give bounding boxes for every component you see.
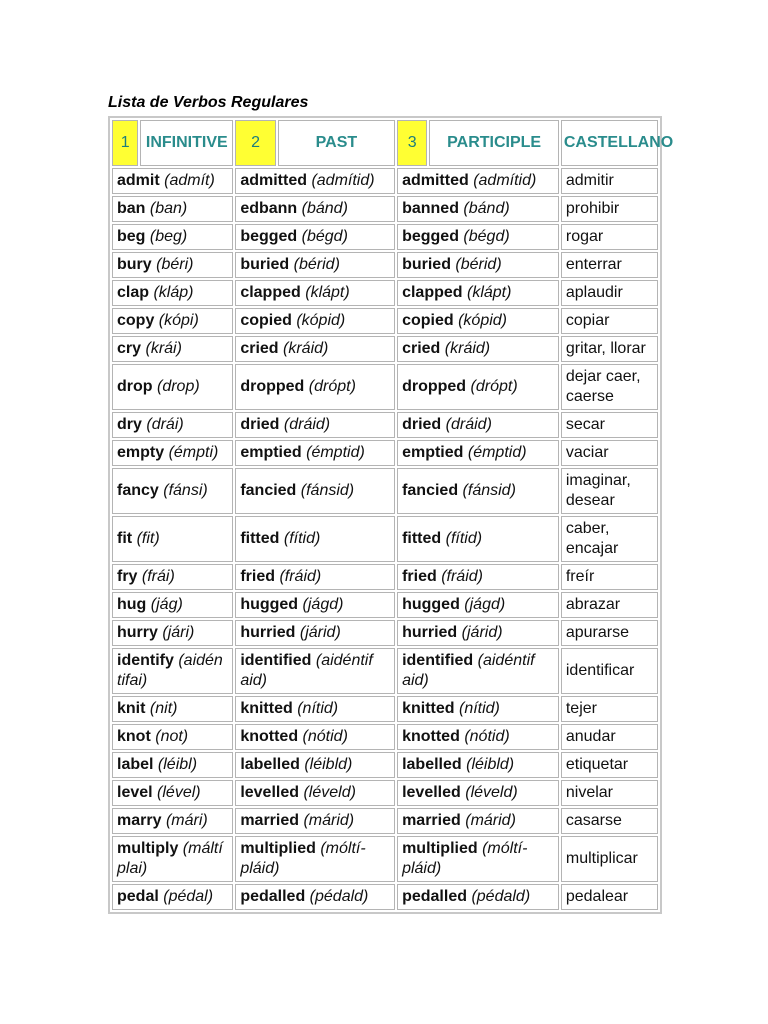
header-infinitive: INFINITIVE (140, 120, 233, 166)
pronunciation: (léveld) (303, 784, 356, 801)
verb-word: labelled (402, 756, 462, 773)
infinitive-cell (112, 836, 233, 882)
verb-word: admitted (240, 172, 307, 189)
verb-word: clapped (402, 284, 463, 301)
table-row (112, 280, 658, 306)
header-number-3: 3 (397, 120, 427, 166)
pronunciation: (fráid) (279, 568, 322, 585)
verb-word: label (117, 756, 154, 773)
pronunciation: (jágd) (302, 596, 344, 613)
verb-word: fit (117, 530, 133, 547)
pronunciation: (kráid) (283, 340, 329, 357)
infinitive-cell (112, 724, 233, 750)
header-number-2: 2 (235, 120, 275, 166)
participle-cell (397, 696, 559, 722)
pronunciation: (pédald) (309, 888, 369, 905)
document-title: Lista de Verbos Regulares (108, 94, 309, 111)
pronunciation: (kláp) (153, 284, 194, 301)
verb-word: buried (402, 256, 451, 273)
castellano-cell: etiquetar (561, 752, 658, 778)
participle-cell (397, 440, 559, 466)
past-cell (235, 440, 395, 466)
pronunciation: (léibld) (466, 756, 515, 773)
participle-cell (397, 836, 559, 882)
pronunciation: (léveld) (465, 784, 518, 801)
verb-word: copied (240, 312, 292, 329)
verb-word: knit (117, 700, 146, 717)
verb-word: fried (240, 568, 275, 585)
table-row (112, 412, 658, 438)
castellano-cell: rogar (561, 224, 658, 250)
pronunciation: (fánsi) (163, 482, 208, 499)
verb-word: pedalled (240, 888, 306, 905)
verb-word: married (402, 812, 461, 829)
verb-word: begged (402, 228, 459, 245)
verb-word: fitted (402, 530, 442, 547)
castellano-cell: nivelar (561, 780, 658, 806)
pronunciation: (bánd) (463, 200, 510, 217)
infinitive-cell (112, 516, 233, 562)
infinitive-cell (112, 696, 233, 722)
pronunciation: (béri) (156, 256, 194, 273)
table-row (112, 836, 658, 882)
castellano-cell: anudar (561, 724, 658, 750)
pronunciation: (nótid) (464, 728, 510, 745)
pronunciation: (fit) (136, 530, 160, 547)
past-cell (235, 364, 395, 410)
verb-word: labelled (240, 756, 300, 773)
infinitive-cell (112, 564, 233, 590)
pronunciation: (admítid) (311, 172, 375, 189)
infinitive-cell (112, 752, 233, 778)
verb-word: emptied (402, 444, 464, 461)
verb-word: dry (117, 416, 142, 433)
verb-word: copied (402, 312, 454, 329)
pronunciation: (márid) (303, 812, 355, 829)
verb-word: admitted (402, 172, 469, 189)
pronunciation: (jág) (150, 596, 183, 613)
table-row (112, 564, 658, 590)
header-past: PAST (278, 120, 395, 166)
castellano-cell: admitir (561, 168, 658, 194)
participle-cell (397, 308, 559, 334)
castellano-cell: abrazar (561, 592, 658, 618)
verb-word: levelled (240, 784, 300, 801)
verb-word: dropped (240, 378, 305, 395)
verb-word: knitted (402, 700, 455, 717)
infinitive-cell (112, 780, 233, 806)
verb-word: multiplied (240, 840, 316, 857)
pronunciation: (fráid) (441, 568, 483, 585)
table-row (112, 224, 658, 250)
pronunciation: (bérid) (293, 256, 340, 273)
past-cell (235, 308, 395, 334)
verb-word: banned (402, 200, 459, 217)
past-cell (235, 516, 395, 562)
table-header-row (112, 120, 658, 166)
past-cell (235, 336, 395, 362)
verb-word: marry (117, 812, 162, 829)
castellano-cell: apurarse (561, 620, 658, 646)
pronunciation: (jágd) (464, 596, 506, 613)
participle-cell (397, 364, 559, 410)
past-cell (235, 412, 395, 438)
table-row (112, 780, 658, 806)
castellano-cell: secar (561, 412, 658, 438)
verb-word: levelled (402, 784, 461, 801)
participle-cell (397, 884, 559, 910)
pronunciation: (beg) (149, 228, 188, 245)
header-participle: PARTICIPLE (429, 120, 558, 166)
participle-cell (397, 620, 559, 646)
past-cell (235, 252, 395, 278)
verb-word: bury (117, 256, 152, 273)
pronunciation: (aidén tifai) (117, 652, 223, 689)
pronunciation: (pédald) (471, 888, 531, 905)
pronunciation: (émptid) (467, 444, 527, 461)
past-cell (235, 196, 395, 222)
table-row (112, 884, 658, 910)
infinitive-cell (112, 620, 233, 646)
participle-cell (397, 224, 559, 250)
participle-cell (397, 280, 559, 306)
participle-cell (397, 780, 559, 806)
pronunciation: (aidéntif aid) (402, 652, 535, 689)
pronunciation: (nótid) (302, 728, 348, 745)
verb-word: cried (240, 340, 279, 357)
verb-word: multiplied (402, 840, 478, 857)
verb-word: fitted (240, 530, 280, 547)
castellano-cell: casarse (561, 808, 658, 834)
pronunciation: (kráid) (444, 340, 491, 357)
verb-word: hugged (402, 596, 460, 613)
past-cell (235, 836, 395, 882)
infinitive-cell (112, 440, 233, 466)
participle-cell (397, 724, 559, 750)
past-cell (235, 780, 395, 806)
verb-word: knitted (240, 700, 293, 717)
castellano-cell: enterrar (561, 252, 658, 278)
pronunciation: (kópid) (296, 312, 346, 329)
table-row (112, 440, 658, 466)
past-cell (235, 224, 395, 250)
pronunciation: (dráid) (445, 416, 492, 433)
verb-word: fancied (402, 482, 459, 499)
pronunciation: (drop) (157, 378, 200, 395)
pronunciation: (klápt) (467, 284, 512, 301)
verb-word: knotted (240, 728, 299, 745)
pronunciation: (léibl) (157, 756, 198, 773)
table-row (112, 336, 658, 362)
past-cell (235, 884, 395, 910)
participle-cell (397, 336, 559, 362)
infinitive-cell (112, 336, 233, 362)
participle-cell (397, 592, 559, 618)
pronunciation: (drópt) (308, 378, 356, 395)
verb-word: dried (402, 416, 442, 433)
verb-word: hurry (117, 624, 158, 641)
pronunciation: (jári) (162, 624, 195, 641)
table-row (112, 196, 658, 222)
participle-cell (397, 648, 559, 694)
verb-word: identified (240, 652, 312, 669)
verb-word: hurried (402, 624, 458, 641)
verb-word: fry (117, 568, 138, 585)
pronunciation: (bégd) (463, 228, 510, 245)
pronunciation: (pédal) (163, 888, 214, 905)
pronunciation: (émptid) (306, 444, 365, 461)
pronunciation: (léibld) (304, 756, 353, 773)
infinitive-cell (112, 648, 233, 694)
verb-word: knotted (402, 728, 460, 745)
past-cell (235, 592, 395, 618)
pronunciation: (bánd) (301, 200, 348, 217)
verb-word: dropped (402, 378, 467, 395)
infinitive-cell (112, 196, 233, 222)
table-row (112, 620, 658, 646)
infinitive-cell (112, 592, 233, 618)
participle-cell (397, 516, 559, 562)
verb-word: begged (240, 228, 298, 245)
participle-cell (397, 412, 559, 438)
pronunciation: (ban) (149, 200, 188, 217)
castellano-cell: aplaudir (561, 280, 658, 306)
pronunciation: (admít) (164, 172, 215, 189)
infinitive-cell (112, 168, 233, 194)
verb-word: married (240, 812, 300, 829)
verb-word: knot (117, 728, 151, 745)
pronunciation: (émpti) (168, 444, 219, 461)
verb-table (108, 116, 674, 914)
table-row (112, 168, 658, 194)
pronunciation: (kópid) (458, 312, 507, 329)
pronunciation: (móltí-pláid) (240, 840, 366, 877)
castellano-cell: prohibir (561, 196, 658, 222)
past-cell (235, 168, 395, 194)
infinitive-cell (112, 308, 233, 334)
verb-word: level (117, 784, 153, 801)
participle-cell (397, 564, 559, 590)
pronunciation: (bérid) (455, 256, 502, 273)
pronunciation: (not) (155, 728, 189, 745)
castellano-cell: identificar (561, 648, 658, 694)
participle-cell (397, 252, 559, 278)
verb-word: copy (117, 312, 155, 329)
pronunciation: (fítid) (445, 530, 483, 547)
infinitive-cell (112, 884, 233, 910)
verb-word: fancied (240, 482, 297, 499)
verb-word: clapped (240, 284, 301, 301)
pronunciation: (krái) (145, 340, 182, 357)
participle-cell (397, 196, 559, 222)
pronunciation: (dráid) (283, 416, 331, 433)
table-row (112, 724, 658, 750)
pronunciation: (máltí plai) (117, 840, 223, 877)
castellano-cell: vaciar (561, 440, 658, 466)
pronunciation: (fítid) (283, 530, 321, 547)
castellano-cell: freír (561, 564, 658, 590)
verb-word: emptied (240, 444, 302, 461)
verb-word: beg (117, 228, 146, 245)
pronunciation: (lével) (157, 784, 201, 801)
past-cell (235, 620, 395, 646)
pronunciation: (bégd) (301, 228, 348, 245)
infinitive-cell (112, 224, 233, 250)
table-row (112, 592, 658, 618)
participle-cell (397, 468, 559, 514)
castellano-cell: caber, encajar (561, 516, 658, 562)
verb-word: dried (240, 416, 280, 433)
verb-word: cry (117, 340, 142, 357)
table-row (112, 252, 658, 278)
castellano-cell: imaginar, desear (561, 468, 658, 514)
past-cell (235, 280, 395, 306)
castellano-cell: pedalear (561, 884, 658, 910)
past-cell (235, 724, 395, 750)
table-row (112, 808, 658, 834)
past-cell (235, 808, 395, 834)
castellano-cell: gritar, llorar (561, 336, 658, 362)
table-row (112, 648, 658, 694)
infinitive-cell (112, 280, 233, 306)
verb-word: empty (117, 444, 165, 461)
verb-word: hug (117, 596, 147, 613)
castellano-cell: copiar (561, 308, 658, 334)
verb-word: clap (117, 284, 150, 301)
infinitive-cell (112, 468, 233, 514)
participle-cell (397, 808, 559, 834)
pronunciation: (nítid) (458, 700, 500, 717)
verb-word: multiply (117, 840, 179, 857)
pronunciation: (járid) (299, 624, 341, 641)
verb-word: identify (117, 652, 174, 669)
verb-word: admit (117, 172, 160, 189)
pronunciation: (drái) (146, 416, 184, 433)
past-cell (235, 696, 395, 722)
header-number-1: 1 (112, 120, 138, 166)
verb-word: identified (402, 652, 474, 669)
past-cell (235, 564, 395, 590)
verb-word: hurried (240, 624, 296, 641)
past-cell (235, 648, 395, 694)
pronunciation: (fánsid) (462, 482, 516, 499)
pronunciation: (fánsid) (300, 482, 355, 499)
castellano-cell: tejer (561, 696, 658, 722)
infinitive-cell (112, 808, 233, 834)
table-row (112, 752, 658, 778)
verb-word: cried (402, 340, 441, 357)
participle-cell (397, 752, 559, 778)
verb-word: drop (117, 378, 153, 395)
pronunciation: (kópi) (158, 312, 199, 329)
infinitive-cell (112, 364, 233, 410)
participle-cell (397, 168, 559, 194)
verb-word: pedalled (402, 888, 467, 905)
past-cell (235, 468, 395, 514)
pronunciation: (frái) (141, 568, 175, 585)
castellano-cell: dejar caer, caerse (561, 364, 658, 410)
pronunciation: (klápt) (305, 284, 350, 301)
pronunciation: (járid) (461, 624, 503, 641)
verb-word: buried (240, 256, 290, 273)
pronunciation: (mári) (165, 812, 208, 829)
table-row (112, 696, 658, 722)
pronunciation: (márid) (465, 812, 516, 829)
verb-word: hugged (240, 596, 299, 613)
castellano-cell: multiplicar (561, 836, 658, 882)
pronunciation: (admítid) (473, 172, 537, 189)
table-row (112, 516, 658, 562)
verb-word: pedal (117, 888, 159, 905)
verb-word: fancy (117, 482, 159, 499)
header-castellano: CASTELLANO (561, 120, 658, 166)
pronunciation: (aidéntif aid) (240, 652, 373, 689)
table-row (112, 468, 658, 514)
pronunciation: (móltí-pláid) (402, 840, 528, 877)
table-row (112, 364, 658, 410)
pronunciation: (nit) (149, 700, 178, 717)
infinitive-cell (112, 252, 233, 278)
pronunciation: (nítid) (297, 700, 339, 717)
table-row (112, 308, 658, 334)
verb-word: edbann (240, 200, 298, 217)
pronunciation: (drópt) (470, 378, 518, 395)
infinitive-cell (112, 412, 233, 438)
verb-word: ban (117, 200, 146, 217)
verb-word: fried (402, 568, 437, 585)
past-cell (235, 752, 395, 778)
